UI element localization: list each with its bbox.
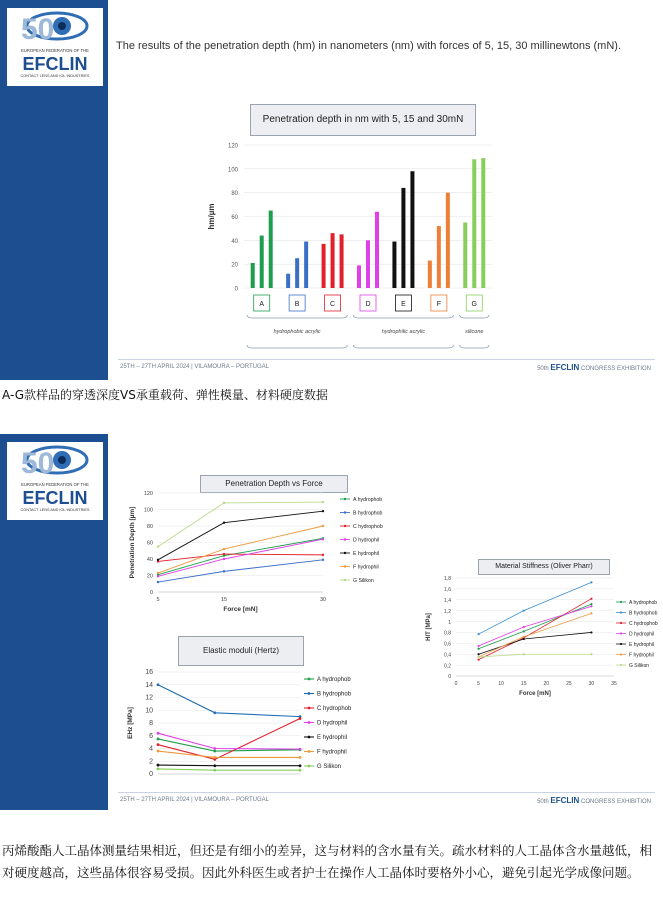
logo-line2: CONTACT LENS AND IOL INDUSTRIES [20, 74, 90, 78]
caption-2: 丙烯酸酯人工晶体测量结果相近，但还是有细小的差异，这与材料的含水量有关。疏水材料的人工晶体含水量越低，相对硬度越高，这些晶体很容易受损。因此外科医生或者护士在操作人工晶体时要格外小心，避免引起光学成像问题。 [2, 843, 653, 880]
x-tick-label: 20 [543, 681, 550, 687]
slide-penetration-bars [0, 0, 663, 380]
y-tick-label: 100 [227, 167, 238, 174]
data-point [590, 598, 592, 600]
legend-marker [308, 750, 311, 753]
legend-label: C hydrophob [317, 706, 352, 712]
data-point [523, 653, 525, 655]
category-label: C [330, 301, 336, 308]
data-point [299, 717, 302, 720]
legend-label: B hydrophob [353, 510, 383, 517]
y-tick-label: 1,6 [444, 587, 451, 594]
legend-marker [620, 632, 622, 634]
legend-label: G Silikon [353, 578, 374, 584]
data-point [523, 630, 525, 632]
y-tick-label: 1,2 [444, 608, 451, 615]
bar [331, 233, 335, 288]
data-point [213, 747, 216, 750]
legend-marker [620, 622, 622, 624]
x-tick-label: 35 [611, 681, 617, 687]
slide-line-charts [0, 434, 663, 810]
x-axis-label: Force [mN] [223, 606, 258, 613]
x-tick-label: 0 [454, 681, 458, 687]
legend-label: E hydrophil [317, 735, 348, 741]
data-point [590, 612, 592, 614]
efclin-logo [7, 442, 103, 520]
legend-label: D hydrophil [629, 631, 655, 638]
data-point [223, 548, 225, 550]
logo-line1: EUROPEAN FEDERATION OF THE [21, 482, 89, 487]
caption-1: A-G款样品的穿透深度VS承重载荷、弹性模量、材料硬度数据 [2, 388, 328, 402]
category-label: D [365, 301, 371, 308]
y-tick-label: 1,8 [444, 576, 451, 583]
bar [401, 188, 405, 288]
data-point [322, 510, 324, 512]
bar [304, 242, 308, 288]
data-point [213, 711, 216, 714]
legend-marker [620, 643, 622, 645]
bar [366, 240, 370, 288]
bar [410, 171, 414, 288]
legend-marker [344, 538, 346, 540]
y-tick-label: 16 [145, 669, 153, 677]
depth-force-line-chart [118, 489, 398, 619]
data-point [590, 605, 592, 607]
bar [392, 242, 396, 288]
bar [481, 158, 485, 288]
logo-line1: EUROPEAN FEDERATION OF THE [21, 48, 89, 53]
series-line [158, 769, 300, 770]
y-tick-label: 1 [448, 619, 451, 626]
series-line [158, 502, 323, 547]
group-brace [247, 345, 347, 348]
data-point [213, 750, 216, 753]
data-point [523, 626, 525, 628]
group-label: hydrophilic acrylic [381, 329, 426, 335]
y-tick-label: 120 [227, 143, 238, 150]
y-tick-label: 40 [231, 238, 238, 245]
legend-label: A hydrophob [353, 497, 383, 503]
legend-label: F hydrophil [629, 652, 654, 659]
bar [463, 222, 467, 288]
data-point [477, 645, 479, 647]
data-point [322, 538, 324, 540]
group-brace [460, 315, 489, 318]
data-point [477, 633, 479, 635]
x-tick-label: 10 [498, 681, 504, 687]
y-tick-label: 40 [146, 557, 153, 564]
group-brace [353, 315, 453, 318]
series-line [479, 606, 592, 646]
data-point [157, 738, 160, 741]
stiffness-chart-title: Material Stiffness (Oliver Pharr) [478, 559, 610, 575]
logo-brand: EFCLIN [22, 488, 88, 508]
data-point [590, 631, 592, 633]
y-tick-label: 4 [149, 745, 153, 753]
y-tick-label: 0,8 [444, 630, 451, 637]
legend-marker [620, 653, 622, 655]
data-point [223, 553, 225, 555]
category-label: G [471, 301, 478, 308]
y-tick-label: 0 [149, 590, 153, 597]
logo-number: 50 [21, 13, 55, 46]
x-tick-label: 15 [220, 597, 228, 603]
stiffness-line-chart [420, 574, 660, 704]
bar [260, 236, 264, 288]
data-point [213, 769, 216, 772]
bar [446, 193, 450, 288]
y-tick-label: 1,4 [444, 597, 451, 604]
legend-marker [344, 565, 346, 567]
series-line [158, 526, 323, 573]
y-tick-label: 8 [149, 720, 153, 728]
y-tick-label: 100 [143, 507, 153, 514]
bar [437, 226, 441, 288]
series-line [479, 654, 592, 657]
data-point [477, 659, 479, 661]
bar [269, 211, 273, 288]
data-point [322, 501, 324, 503]
y-tick-label: 0 [234, 286, 238, 293]
legend-label: F hydrophil [317, 749, 347, 756]
data-point [223, 522, 225, 524]
slide-footer [118, 359, 655, 374]
y-tick-label: 80 [231, 191, 238, 198]
legend-marker [620, 601, 622, 603]
data-point [157, 559, 159, 561]
legend-label: B hydrophob [317, 691, 352, 698]
data-point [477, 653, 479, 655]
data-point [299, 748, 302, 751]
data-point [213, 764, 216, 767]
series-line [158, 685, 300, 717]
logo-line2: CONTACT LENS AND IOL INDUSTRIES [20, 508, 90, 512]
efclin-logo [7, 8, 103, 86]
bar [472, 159, 476, 288]
y-tick-label: 20 [231, 262, 238, 269]
legend-label: G Silikon [317, 764, 342, 770]
data-point [299, 769, 302, 772]
logo-number: 50 [21, 447, 55, 480]
data-point [322, 554, 324, 556]
elastic-chart-title: Elastic moduli (Hertz) [178, 636, 304, 666]
legend-label: E hydrophil [353, 551, 379, 557]
data-point [157, 743, 160, 746]
group-label: silicone [465, 329, 484, 335]
x-tick-label: 5 [156, 597, 160, 603]
legend-marker [344, 525, 346, 527]
legend-label: G Silikon [629, 663, 650, 669]
group-brace [353, 345, 453, 348]
series-line [158, 765, 300, 766]
legend-label: D hydrophil [353, 537, 380, 544]
data-point [213, 756, 216, 759]
category-label: A [259, 301, 265, 308]
data-point [223, 570, 225, 572]
y-tick-label: 120 [143, 491, 153, 498]
data-point [523, 636, 525, 638]
bar [428, 261, 432, 288]
data-point [157, 750, 160, 753]
data-point [157, 575, 159, 577]
series-line [158, 539, 323, 576]
data-point [523, 610, 525, 612]
series-line [479, 599, 592, 660]
penetration-bar-chart [200, 135, 500, 355]
x-tick-label: 25 [566, 681, 572, 687]
y-tick-label: 60 [231, 215, 238, 221]
data-point [157, 683, 160, 686]
bar [295, 258, 299, 288]
y-tick-label: 60 [146, 540, 153, 547]
bar [322, 244, 326, 288]
legend-marker [344, 498, 346, 500]
footer-date-location: 25TH – 27TH APRIL 2024 | VILAMOURA – PORTUGAL [120, 364, 269, 370]
bar [340, 234, 344, 288]
data-point [157, 581, 159, 583]
y-tick-label: 6 [149, 732, 153, 740]
group-brace [460, 345, 489, 348]
legend-marker [308, 765, 311, 768]
x-tick-label: 30 [588, 681, 595, 687]
y-axis-label: Penetration Depth [µm] [129, 506, 136, 579]
legend-marker [308, 707, 311, 710]
legend-marker [308, 692, 311, 695]
data-point [299, 764, 302, 767]
series-line [479, 613, 592, 657]
data-point [157, 545, 159, 547]
data-point [157, 732, 160, 735]
y-tick-label: 10 [145, 707, 153, 715]
bar [375, 212, 379, 288]
data-point [590, 581, 592, 583]
y-tick-label: 0,4 [444, 652, 451, 659]
data-point [157, 764, 160, 767]
x-tick-label: 15 [520, 681, 527, 687]
data-point [223, 502, 225, 504]
y-tick-label: 0 [149, 771, 153, 779]
series-line [158, 560, 323, 582]
legend-marker [620, 664, 622, 666]
series-line [158, 554, 323, 561]
data-point [223, 558, 225, 560]
legend-label: A hydrophob [629, 600, 658, 606]
data-point [322, 559, 324, 561]
bar [286, 274, 290, 288]
legend-label: E hydrophil [629, 642, 655, 648]
legend-marker [308, 736, 311, 739]
legend-label: C hydrophob [629, 621, 658, 627]
slide-title: The results of the penetration depth (hm) in nanometers (nm) with forces of 5, 15, 30 millinewtons (mN). [116, 40, 621, 52]
legend-marker [620, 611, 622, 613]
legend-marker [344, 511, 346, 513]
legend-label: C hydrophob [353, 524, 383, 530]
data-point [299, 756, 302, 759]
y-tick-label: 0 [448, 674, 451, 681]
bar-chart-title: Penetration depth in nm with 5, 15 and 30mN [250, 104, 476, 136]
data-point [477, 656, 479, 658]
depth-force-chart-title: Penetration Depth vs Force [200, 475, 348, 493]
category-label: F [436, 301, 441, 308]
y-tick-label: 20 [146, 573, 153, 580]
y-axis-label: HIT [MPa] [426, 613, 432, 641]
bar [357, 265, 361, 288]
data-point [590, 653, 592, 655]
data-point [157, 572, 159, 574]
legend-label: D hydrophil [317, 720, 348, 727]
y-tick-label: 14 [145, 681, 153, 689]
y-tick-label: 80 [146, 524, 153, 531]
x-tick-label: 30 [319, 597, 327, 603]
data-point [590, 603, 592, 605]
x-tick-label: 5 [477, 681, 480, 687]
footer-date-location: 25TH – 27TH APRIL 2024 | VILAMOURA – PORTUGAL [120, 797, 269, 803]
data-point [157, 768, 160, 771]
category-label: E [401, 301, 406, 308]
y-axis-label: hm/µm [207, 203, 216, 230]
x-axis-label: Force [mN] [519, 691, 551, 697]
slide-footer [118, 792, 655, 807]
legend-marker [308, 721, 311, 724]
y-axis-label: EHz [MPa] [127, 707, 134, 739]
legend-marker [308, 678, 311, 681]
data-point [477, 648, 479, 650]
bar [251, 263, 255, 288]
legend-marker [344, 552, 346, 554]
y-tick-label: 2 [149, 758, 153, 766]
data-point [322, 525, 324, 527]
legend-label: A hydrophob [317, 677, 351, 683]
y-tick-label: 0,2 [444, 663, 451, 670]
legend-label: B hydrophob [629, 610, 658, 617]
elastic-moduli-line-chart [118, 666, 398, 782]
footer-congress: 50th EFCLIN CONGRESS EXHIBITION [537, 796, 651, 805]
data-point [523, 638, 525, 640]
group-brace [247, 315, 347, 318]
footer-congress: 50th EFCLIN CONGRESS EXHIBITION [537, 363, 651, 372]
group-label: hydrophobic acrylic [273, 329, 321, 335]
logo-brand: EFCLIN [22, 54, 88, 74]
y-tick-label: 0,6 [444, 641, 451, 648]
legend-marker [344, 579, 346, 581]
category-label: B [294, 301, 300, 308]
y-tick-label: 12 [145, 694, 153, 702]
legend-label: F hydrophil [353, 564, 379, 571]
